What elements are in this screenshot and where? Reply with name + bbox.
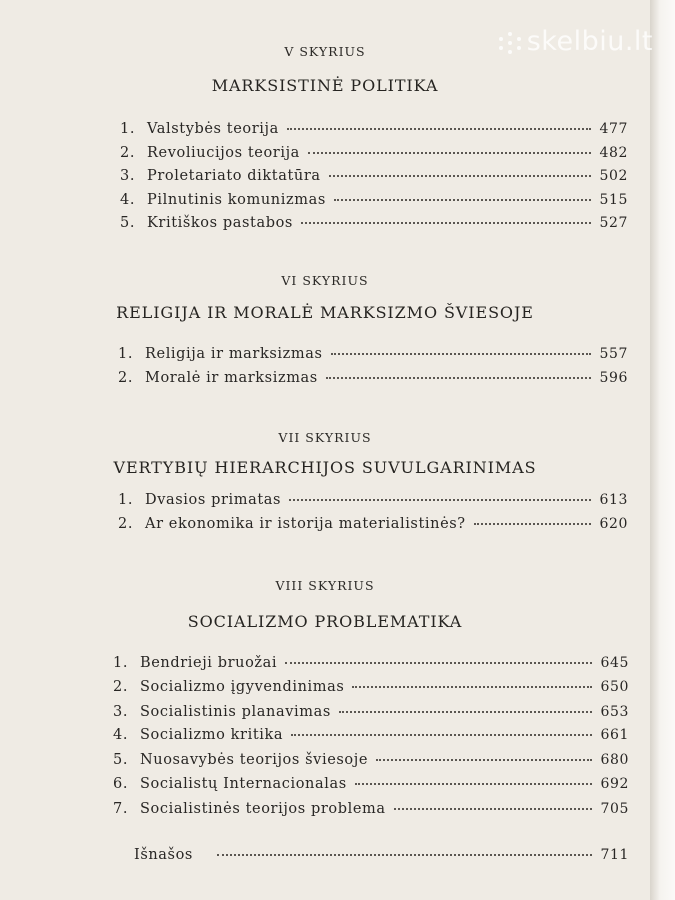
entry-number: 2. [113,679,129,695]
entry-number: 2. [118,516,134,532]
entry-page: 711 [600,847,629,863]
toc-entry[interactable] [113,752,629,768]
toc-entry[interactable] [118,346,628,362]
entry-page: 477 [599,121,628,137]
entry-label: Valstybės teorija [147,121,279,137]
entry-label: Religija ir marksizmas [145,346,323,362]
dot-leader [291,734,592,736]
toc-entry[interactable] [113,801,629,817]
dot-leader [285,662,592,664]
entry-page: 661 [600,727,629,743]
toc-entry-footnotes[interactable] [134,847,629,863]
entry-page: 692 [600,776,629,792]
entry-number: 1. [118,346,134,362]
entry-number: 5. [113,752,129,768]
entry-label: Proletariato diktatūra [147,168,321,184]
toc-entry[interactable] [118,492,628,508]
entry-number: 3. [120,168,136,184]
dot-leader [217,854,593,856]
entry-number: 3. [113,704,129,720]
entry-page: 557 [599,346,628,362]
entry-number: 4. [113,727,129,743]
chapter-title: VERTYBIŲ HIERARCHIJOS SUVULGARINIMAS [113,458,537,477]
page-edge [650,0,675,900]
dot-leader [329,175,592,177]
chapter-heading: VIII SKYRIUS [275,578,375,593]
entry-number: 6. [113,776,129,792]
chapter-heading: V SKYRIUS [284,44,366,59]
toc-entry[interactable] [113,704,629,720]
toc-entry[interactable] [120,192,628,208]
dot-leader [326,377,592,379]
dot-leader [376,759,592,761]
toc-entry[interactable] [118,370,628,386]
dot-leader [287,128,592,130]
entry-page: 680 [600,752,629,768]
entry-label: Dvasios primatas [145,492,282,508]
entry-page: 527 [599,215,628,231]
toc-entry[interactable] [120,168,628,184]
entry-page: 645 [600,655,629,671]
toc-entry[interactable] [113,776,629,792]
dot-leader [474,523,592,525]
entry-number: 1. [120,121,136,137]
dot-leader [334,199,592,201]
entry-label: Socializmo kritika [140,727,284,743]
entry-label: Socialistų Internacionalas [140,776,347,792]
toc-entry[interactable] [113,727,629,743]
chapter-title: MARKSISTINĖ POLITIKA [211,76,439,95]
entry-page: 705 [600,801,629,817]
entry-page: 613 [599,492,628,508]
chapter-title: SOCIALIZMO PROBLEMATIKA [187,612,463,631]
entry-number: 5. [120,215,136,231]
entry-number: 1. [118,492,134,508]
toc-entry[interactable] [120,215,628,231]
entry-label: Socialistinės teorijos problema [140,801,386,817]
entry-page: 502 [599,168,628,184]
toc-entry[interactable] [113,655,629,671]
entry-label: Išnašos [134,847,193,863]
entry-page: 482 [599,145,628,161]
entry-number: 7. [113,801,129,817]
entry-page: 653 [600,704,629,720]
dot-leader [394,808,593,810]
entry-number: 2. [118,370,134,386]
entry-label: Socializmo įgyvendinimas [140,679,345,695]
entry-number: 1. [113,655,129,671]
toc-entry[interactable] [120,121,628,137]
entry-label: Moralė ir marksizmas [145,370,318,386]
entry-number: 2. [120,145,136,161]
dot-leader [355,783,593,785]
toc-entry[interactable] [113,679,629,695]
toc-entry[interactable] [118,516,628,532]
entry-label: Revoliucijos teorija [147,145,300,161]
entry-page: 620 [599,516,628,532]
dot-leader [339,711,593,713]
entry-label: Bendrieji bruožai [140,655,278,671]
dot-leader [301,222,592,224]
entry-label: Ar ekonomika ir istorija materialistinės? [145,516,466,532]
entry-label: Pilnutinis komunizmas [147,192,326,208]
dot-leader [331,353,592,355]
chapter-heading: VII SKYRIUS [278,430,372,445]
watermark-text: skelbiu.lt [526,26,653,57]
dot-leader [289,499,591,501]
dot-leader [352,686,592,688]
entry-label: Kritiškos pastabos [147,215,293,231]
dot-leader [308,152,592,154]
entry-page: 596 [599,370,628,386]
entry-page: 650 [600,679,629,695]
entry-page: 515 [599,192,628,208]
chapter-title: RELIGIJA IR MORALĖ MARKSIZMO ŠVIESOJE [116,303,534,322]
entry-label: Nuosavybės teorijos šviesoje [140,752,369,768]
chapter-heading: VI SKYRIUS [281,273,369,288]
entry-label: Socialistinis planavimas [140,704,331,720]
entry-number: 4. [120,192,136,208]
toc-entry[interactable] [120,145,628,161]
